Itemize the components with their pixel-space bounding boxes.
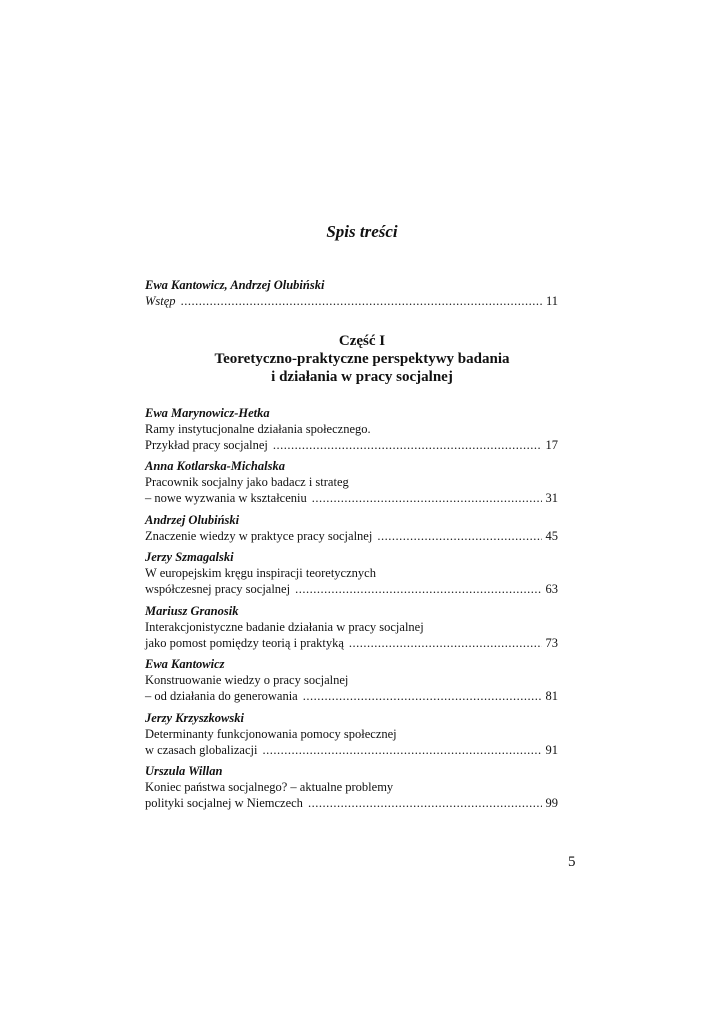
page-title: Spis treści — [326, 222, 398, 241]
entry-title-line: Ramy instytucjonalne działania społecznego. — [145, 422, 371, 436]
toc-intro — [145, 277, 558, 309]
entry-title-line — [145, 581, 558, 597]
entry-page: 73 — [545, 636, 558, 650]
entry-title-line: W europejskim kręgu inspiracji teoretycznych — [145, 566, 376, 580]
entry-title-line: Koniec państwa socjalnego? – aktualne problemy — [145, 780, 394, 794]
entry-author: Ewa Kantowicz — [145, 657, 225, 671]
entry-page: 99 — [545, 796, 558, 810]
toc-entry — [145, 656, 558, 704]
page-number: 5 — [568, 854, 576, 870]
toc-entry — [145, 512, 558, 544]
entry-title-line: Pracownik socjalny jako badacz i strateg — [145, 475, 349, 489]
entry-title-line — [145, 437, 558, 453]
part-label: Część I — [338, 333, 386, 349]
dot-leader — [308, 795, 542, 811]
toc-entry — [145, 549, 558, 597]
entry-page: 17 — [545, 438, 558, 452]
entry-title-line — [145, 742, 558, 758]
entry-title-line: Konstruowanie wiedzy o pracy socjalnej — [145, 673, 349, 687]
dot-leader — [312, 490, 542, 506]
dot-leader — [273, 437, 542, 453]
entry-page: 45 — [545, 529, 558, 543]
entry-page: 91 — [545, 743, 558, 757]
entry-title-line — [145, 528, 558, 544]
dot-leader — [295, 581, 541, 597]
entry-title: Przykład pracy socjalnej — [145, 438, 268, 452]
part-title-line-2: i działania w pracy socjalnej — [271, 369, 453, 385]
entry-title: Znaczenie wiedzy w praktyce pracy socjalnej — [145, 529, 373, 543]
entry-author: Andrzej Olubiński — [145, 513, 240, 527]
dot-leader — [181, 293, 542, 309]
entry-title: jako pomost pomiędzy teorią i praktyką — [145, 636, 344, 650]
entry-title-line — [145, 688, 558, 704]
toc-entry — [145, 405, 558, 453]
toc-entry — [145, 710, 558, 758]
entry-title-line — [145, 635, 558, 651]
entry-author: Anna Kotlarska-Michalska — [145, 459, 285, 473]
part-heading — [0, 332, 724, 386]
dot-leader — [349, 635, 542, 651]
entry-title-line: Determinanty funkcjonowania pomocy społecznej — [145, 727, 397, 741]
entry-author: Mariusz Granosik — [145, 604, 239, 618]
entry-author: Jerzy Szmagalski — [145, 550, 234, 564]
entry-page: 11 — [545, 294, 558, 308]
entry-author: Ewa Kantowicz, Andrzej Olubiński — [145, 278, 325, 292]
toc-entry — [145, 603, 558, 651]
entry-title: – od działania do generowania — [145, 689, 298, 703]
entry-title: w czasach globalizacji — [145, 743, 258, 757]
dot-leader — [303, 688, 542, 704]
entry-author: Jerzy Krzyszkowski — [145, 711, 244, 725]
entry-title-line — [145, 795, 558, 811]
toc-entry — [145, 763, 558, 811]
entry-title: polityki socjalnej w Niemczech — [145, 796, 303, 810]
entry-title-line: Interakcjonistyczne badanie działania w pracy socjalnej — [145, 620, 424, 634]
dot-leader — [262, 742, 541, 758]
toc-entry — [145, 458, 558, 506]
entry-title: Wstęp — [145, 294, 176, 308]
dot-leader — [377, 528, 541, 544]
part-title-line-1: Teoretyczno-praktyczne perspektywy badania — [214, 351, 510, 367]
entry-title: współczesnej pracy socjalnej — [145, 582, 291, 596]
entry-author: Ewa Marynowicz-Hetka — [145, 406, 270, 420]
entry-title-line — [145, 490, 558, 506]
entry-page: 63 — [545, 582, 558, 596]
entry-page: 81 — [545, 689, 558, 703]
entry-title: – nowe wyzwania w kształceniu — [145, 491, 307, 505]
entry-author: Urszula Willan — [145, 764, 223, 778]
entry-title-line — [145, 293, 558, 309]
entry-page: 31 — [545, 491, 558, 505]
